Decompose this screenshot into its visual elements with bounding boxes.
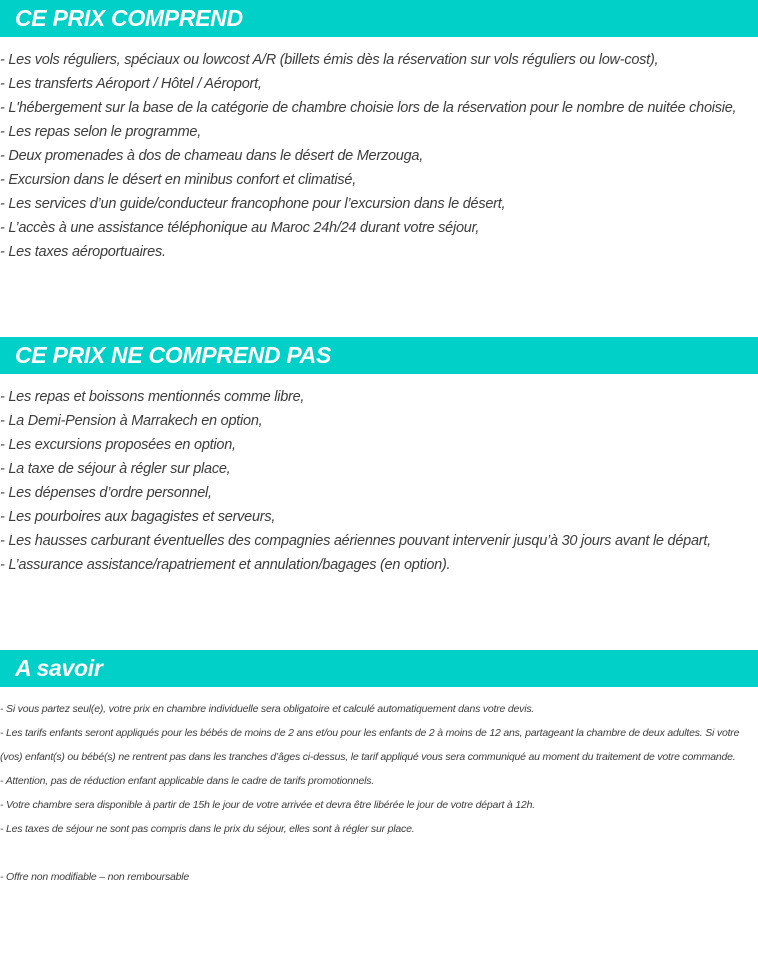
list-item: - Si vous partez seul(e), votre prix en chambre individuelle sera obligatoire et calculé automatiquement dans votre devis. [0, 703, 535, 715]
list-item: - Les repas selon le programme, [0, 124, 201, 140]
list-item: - Les taxes aéroportuaires. [0, 244, 166, 260]
list-item: - Les services d’un guide/conducteur francophone pour l’excursion dans le désert, [0, 196, 506, 212]
list-item: - Votre chambre sera disponible à partir de 15h le jour de votre arrivée et devra être libérée le jour de votre départ à 12h. [0, 799, 535, 811]
excluded-list [0, 385, 758, 577]
list-item: - La taxe de séjour à régler sur place, [0, 461, 231, 477]
list-spacer [0, 841, 758, 865]
list-item: - L’assurance assistance/rapatriement et annulation/bagages (en option). [0, 557, 451, 573]
section-header-included: CE PRIX COMPREND [0, 0, 758, 37]
list-item: - Les excursions proposées en option, [0, 437, 236, 453]
list-item: - L'hébergement sur la base de la catégorie de chambre choisie lors de la réservation pour le nombre de nuitée choisie, [0, 100, 737, 116]
list-item: - Les transferts Aéroport / Hôtel / Aéroport, [0, 76, 262, 92]
list-item: - Attention, pas de réduction enfant applicable dans le cadre de tarifs promotionnels. [0, 775, 375, 787]
list-item: - Les taxes de séjour ne sont pas compris dans le prix du séjour, elles sont à régler sur place. [0, 823, 415, 835]
section-header-info: A savoir [0, 650, 758, 687]
info-list [0, 697, 758, 889]
list-item: - Les hausses carburant éventuelles des compagnies aériennes pouvant intervenir jusqu’à 30 jours avant le départ, [0, 533, 711, 549]
included-list [0, 48, 758, 264]
footnote: - Offre non modifiable – non remboursable [0, 871, 190, 883]
list-item: - L’accès à une assistance téléphonique au Maroc 24h/24 durant votre séjour, [0, 220, 480, 236]
list-item: - Les dépenses d’ordre personnel, [0, 485, 212, 501]
list-item: - Les tarifs enfants seront appliqués pour les bébés de moins de 2 ans et/ou pour les enfants de 2 à moins de 12 ans, partageant la chambre de deux adultes. Si votre (vos) enfant(s) ou bébé(s) ne rentrent pas dans les tranches d’âges ci-dessus, le tarif appliqué vous sera communiqué au moment du traitement de votre commande. [0, 727, 740, 763]
list-item: - La Demi-Pension à Marrakech en option, [0, 413, 263, 429]
list-item: - Les vols réguliers, spéciaux ou lowcost A/R (billets émis dès la réservation sur vols réguliers ou low-cost), [0, 52, 659, 68]
list-item: - Excursion dans le désert en minibus confort et climatisé, [0, 172, 356, 188]
list-item: - Les repas et boissons mentionnés comme libre, [0, 389, 305, 405]
list-item: - Deux promenades à dos de chameau dans le désert de Merzouga, [0, 148, 423, 164]
section-header-excluded: CE PRIX NE COMPREND PAS [0, 337, 758, 374]
list-item: - Les pourboires aux bagagistes et serveurs, [0, 509, 276, 525]
